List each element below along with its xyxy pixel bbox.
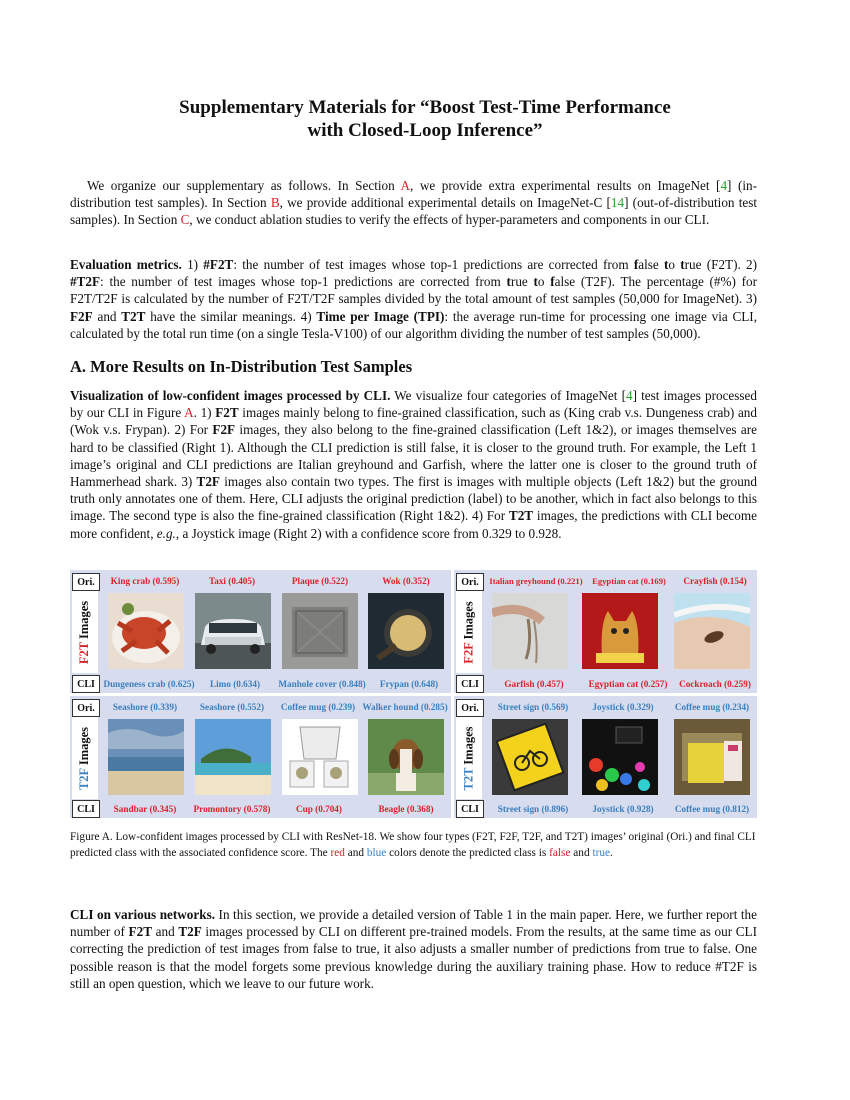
t2t-images-label [456, 717, 482, 799]
caption-blue-word: blue [366, 847, 387, 859]
metric-t2t: T2T [121, 308, 146, 324]
images-word: Images [461, 725, 476, 768]
f2t-ori-1: King crab (0.595) [110, 576, 180, 586]
networks-bold: T2F [178, 924, 202, 940]
metric-tpi: Time per Image (TPI) [316, 308, 445, 324]
networks-bold: F2T [128, 924, 152, 940]
intro-text: ] (out-of-distribution test samples). In Section [70, 195, 758, 228]
metrics-text: alse (T2F). The percentage (#%) for F2T/T2F is calculated by the number of F2T/T2F samples divided by the total amount of test samples (50,000 for ImageNet). 3) [70, 274, 758, 307]
metrics-bold-letter: f [550, 274, 555, 290]
t2f-images-label [72, 717, 98, 799]
figure-a [70, 570, 757, 818]
limo-image [195, 593, 271, 669]
citation-4-link[interactable]: 4 [625, 388, 633, 403]
caption-text: colors denote the predicted class is [386, 847, 550, 859]
f2t-cli-4: Frypan (0.648) [379, 679, 439, 689]
images-word: Images [77, 600, 92, 642]
section-a-link[interactable]: A [400, 178, 411, 193]
vis-italic: e.g. [156, 525, 176, 541]
cli-label: CLI [72, 800, 100, 818]
vis-text: images, they also belong to the fine-grained classification (Left 1&2), or images themselves are hard to be classified (Right 1). Although the CLI prediction is still false, it is closer to the ground truth. For example, the Left 1 image’s original and CLI predictions are Italian greyhound and Garfish, where the latter one is closer to the ground truth of Hammerhead shark. 3) [70, 422, 757, 490]
cli-label: CLI [456, 675, 484, 693]
promontory-image [195, 719, 271, 795]
t2t-tag: T2T [461, 767, 476, 791]
networks-text: and [152, 924, 179, 940]
f2f-tag: F2F [461, 642, 476, 664]
visualization-paragraph [70, 387, 757, 542]
vis-bold: T2F [196, 474, 220, 490]
ori-label: Ori. [72, 573, 100, 591]
t2f-cli-1: Sandbar (0.345) [113, 804, 177, 814]
f2f-ori-1: Italian greyhound (0.221) [489, 576, 583, 586]
networks-paragraph [70, 906, 757, 992]
t2f-cli-2: Promontory (0.578) [193, 804, 271, 814]
metrics-bold-letter: t [506, 274, 511, 290]
title-line-1: Supplementary Materials for “Boost Test-Time Performance [179, 97, 671, 118]
garfish-image [492, 593, 568, 669]
coffee-mug-image [674, 719, 750, 795]
metrics-text: rue (F2T). 2) [684, 257, 758, 272]
images-word: Images [461, 600, 476, 643]
vis-heading: Visualization of low-confident images processed by CLI. [70, 388, 391, 403]
title-line-2: with Closed-Loop Inference” [307, 120, 543, 141]
ori-label: Ori. [456, 573, 484, 591]
networks-text: images processed by CLI on different pre-trained models. From the results, at the same time as our CLI correcting the prediction of test images from false to true, it also adjusts a smaller number of predictions from true to false. One possible reason is that the model forgets some previous knowledge during the auxiliary training phase. How to reduce #T2F is still an open question, which we leave to our future work. [70, 924, 757, 991]
street-sign-image [492, 719, 568, 795]
networks-text: In this section, we provide a detailed version of Table 1 in the main paper. Here, we further report the number of [70, 907, 757, 940]
t2t-ori-2: Joystick (0.329) [592, 702, 654, 712]
caption-text: . [610, 847, 613, 859]
metrics-text: have the similar meanings. 4) [145, 308, 317, 324]
section-b-link[interactable]: B [270, 195, 280, 211]
metrics-bold-letter: t [533, 274, 538, 290]
t2t-ori-3: Coffee mug (0.234) [674, 702, 750, 712]
metrics-text: rue [510, 274, 534, 290]
caption-red-word: red [330, 847, 345, 859]
king-crab-image [108, 593, 184, 669]
t2t-cli-2: Joystick (0.928) [592, 804, 654, 814]
paper-title [0, 96, 850, 142]
sandbar-image [108, 719, 184, 795]
section-c-link[interactable]: C [180, 212, 190, 228]
f2t-cli-1: Dungeness crab (0.625) [103, 679, 195, 689]
metrics-text: : the average run-time for processing one image via CLI, calculated by the total run time (on a single Tesla-V100) of our algorithm dividing the number of test samples (50,000). [70, 308, 757, 341]
caption-text: and [570, 847, 593, 859]
t2f-cli-4: Beagle (0.368) [378, 804, 434, 814]
metrics-bold-letter: t [663, 257, 669, 272]
caption-true-word: true [592, 847, 611, 859]
metric-f2t: #F2T [203, 257, 234, 272]
intro-text: , we conduct ablation studies to verify the effects of hyper-parameters and components in our CLI. [189, 212, 710, 228]
vis-text: ] test images processed by our CLI in Figure [70, 388, 758, 421]
citation-4-link[interactable]: 4 [720, 178, 728, 193]
cli-label: CLI [72, 675, 100, 693]
citation-14-link[interactable]: 14 [610, 195, 625, 211]
t2f-ori-3: Coffee mug (0.239) [280, 702, 356, 712]
vis-text: images also contain two types. The first is images with multiple objects (Left 1&2) but the ground truth only annotates one of them. Here, CLI adjusts the original prediction (label) to be another, which in fact also belongs to this image. The second type is also the fine-grained classification (Right 1&2). 4) For [70, 474, 757, 524]
caption-false-word: false [549, 847, 571, 859]
images-word: Images [77, 726, 92, 768]
metrics-text: alse [638, 257, 664, 272]
beagle-image [368, 719, 444, 795]
metrics-bold-letter: f [633, 257, 639, 272]
metrics-text: : the number of test images whose top-1 predictions are corrected from [233, 257, 634, 272]
ori-label: Ori. [456, 699, 484, 717]
t2f-ori-4: Walker hound (0.285) [362, 702, 448, 712]
intro-text: , we provide additional experimental details on ImageNet-C [ [279, 195, 611, 211]
figure-a-caption [70, 829, 757, 861]
intro-paragraph [70, 177, 757, 229]
f2t-ori-2: Taxi (0.405) [208, 576, 256, 586]
egyptian-cat-image [582, 593, 658, 669]
f2f-ori-2: Egyptian cat (0.169) [592, 576, 666, 586]
frypan-image [368, 593, 444, 669]
f2t-ori-4: Wok (0.352) [382, 576, 430, 586]
ori-label: Ori. [72, 699, 100, 717]
vis-bold: F2T [215, 405, 239, 421]
t2t-ori-1: Street sign (0.569) [497, 702, 569, 712]
metric-t2f: #T2F [70, 274, 101, 290]
caption-text: and [344, 847, 367, 859]
metrics-text: : the number of test images whose top-1 predictions are corrected from [100, 274, 507, 290]
metrics-text: 1) [181, 257, 204, 272]
vis-text: . 1) [193, 405, 216, 421]
vis-text: , a Joystick image (Right 2) with a confidence score from 0.329 to 0.928. [175, 525, 562, 541]
metric-f2f: F2F [70, 308, 93, 324]
f2f-images-label [456, 591, 482, 673]
t2f-tag: T2F [77, 767, 92, 790]
intro-text: , we provide extra experimental results on ImageNet [ [410, 178, 721, 193]
t2f-cli-3: Cup (0.704) [296, 804, 342, 814]
cup-image [282, 719, 358, 795]
cockroach-image [674, 593, 750, 669]
f2t-images-label [72, 591, 98, 673]
manhole-cover-image [282, 593, 358, 669]
f2t-cli-3: Manhole cover (0.848) [278, 679, 366, 689]
intro-text: We organize our supplementary as follows. In Section [87, 178, 401, 193]
intro-text: ] (in-distribution test samples). In Section [70, 178, 757, 211]
f2f-cli-1: Garfish (0.457) [504, 679, 564, 689]
t2f-ori-1: Seashore (0.339) [112, 702, 178, 712]
metrics-text: o [668, 257, 681, 272]
vis-text: We visualize four categories of ImageNet [ [390, 388, 626, 403]
section-a-heading: A. More Results on In-Distribution Test Samples [70, 357, 413, 376]
f2f-ori-3: Crayfish (0.154) [683, 576, 747, 586]
t2f-ori-2: Seashore (0.552) [199, 702, 265, 712]
metrics-paragraph [70, 256, 757, 342]
cli-label: CLI [456, 800, 484, 818]
f2t-tag: F2T [77, 641, 92, 664]
networks-heading: CLI on various networks. [70, 907, 216, 922]
figure-a-link[interactable]: A [184, 405, 194, 421]
caption-text: Figure A. Low-confident images processed by CLI with ResNet-18. We show four types (F2T, F2F, T2F, and T2T) images’ original (Ori.) and final CLI predicted class with the associated confidence score. The [70, 831, 756, 859]
vis-text: images, the predictions with CLI become more confident, [70, 508, 757, 541]
metrics-heading: Evaluation metrics. [70, 257, 182, 272]
joystick-image [582, 719, 658, 795]
f2f-cli-2: Egyptian cat (0.257) [588, 679, 668, 689]
metrics-bold-letter: t [680, 257, 685, 272]
f2f-cli-3: Cockroach (0.259) [679, 679, 751, 689]
metrics-text: and [92, 308, 122, 324]
t2t-cli-3: Coffee mug (0.812) [674, 804, 750, 814]
metrics-text: o [537, 274, 551, 290]
f2t-cli-2: Limo (0.634) [209, 679, 260, 689]
vis-bold: T2T [508, 508, 534, 524]
f2t-ori-3: Plaque (0.522) [291, 576, 349, 586]
vis-text: images mainly belong to fine-grained classification, such as (King crab v.s. Dungeness crab) and (Wok v.s. Frypan). 2) For [70, 405, 757, 438]
t2t-cli-1: Street sign (0.896) [497, 804, 569, 814]
vis-bold: F2F [212, 422, 236, 438]
